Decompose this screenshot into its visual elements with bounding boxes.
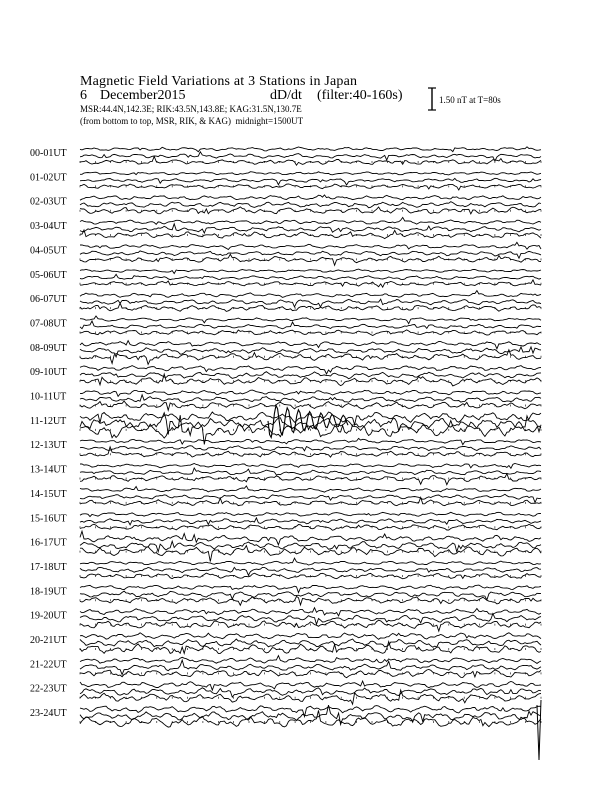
hour-label: 23-24UT bbox=[30, 708, 67, 720]
hour-label: 14-15UT bbox=[30, 488, 67, 500]
hour-label: 11-12UT bbox=[30, 415, 67, 427]
trace-kag-08-09UT bbox=[80, 341, 541, 349]
trace-rik-16-17UT bbox=[80, 541, 541, 552]
trace-rik-17-18UT bbox=[80, 567, 541, 575]
trace-kag-21-22UT bbox=[80, 656, 541, 664]
trace-kag-16-17UT bbox=[80, 531, 541, 545]
hour-label: 06-07UT bbox=[30, 294, 67, 306]
trace-rik-15-16UT bbox=[80, 518, 541, 525]
hour-label: 10-11UT bbox=[30, 391, 67, 403]
scale-label: 1.50 nT at T=80s bbox=[439, 95, 501, 105]
hour-label: 07-08UT bbox=[30, 318, 67, 330]
month-year-label: December2015 bbox=[100, 88, 186, 103]
stations-label: MSR:44.4N,142.3E; RIK:43.5N,143.8E; KAG:31.5N,130.7E bbox=[80, 104, 302, 114]
hour-label: 05-06UT bbox=[30, 269, 67, 281]
trace-kag-05-06UT bbox=[80, 269, 541, 273]
hour-label: 22-23UT bbox=[30, 683, 67, 695]
hour-label: 15-16UT bbox=[30, 513, 67, 525]
filter-label: (filter:40-160s) bbox=[317, 88, 403, 103]
hour-label: 18-19UT bbox=[30, 586, 67, 598]
hour-label: 04-05UT bbox=[30, 245, 67, 257]
trace-kag-22-23UT bbox=[80, 681, 541, 690]
hour-label: 02-03UT bbox=[30, 196, 67, 208]
trace-rik-13-14UT bbox=[80, 468, 541, 475]
day-label: 6 bbox=[80, 88, 87, 103]
hour-label: 13-14UT bbox=[30, 464, 67, 476]
minute-ticks bbox=[80, 429, 541, 431]
trace-rik-18-19UT bbox=[80, 591, 541, 600]
hour-label: 20-21UT bbox=[30, 635, 67, 646]
trace-rik-20-21UT bbox=[80, 639, 541, 647]
trace-kag-07-08UT bbox=[80, 316, 541, 324]
trace-rik-00-01UT bbox=[80, 152, 541, 161]
minute-ticks bbox=[80, 697, 541, 699]
trace-kag-18-19UT bbox=[80, 585, 541, 593]
trace-kag-02-03UT bbox=[80, 195, 541, 200]
trace-rik-01-02UT bbox=[80, 178, 541, 185]
trace-rik-06-07UT bbox=[80, 299, 541, 307]
trace-kag-13-14UT bbox=[80, 464, 541, 469]
trace-rik-05-06UT bbox=[80, 274, 541, 279]
trace-msr-16-17UT bbox=[80, 546, 541, 562]
trace-rik-03-04UT bbox=[80, 224, 541, 233]
trace-kag-06-07UT bbox=[80, 291, 541, 298]
hour-label: 09-10UT bbox=[30, 367, 67, 379]
order-note-text: (from bottom to top, MSR, RIK, & KAG) bbox=[80, 116, 232, 126]
trace-msr-09-10UT bbox=[80, 374, 541, 386]
trace-rik-10-11UT bbox=[80, 395, 541, 403]
trace-kag-20-21UT bbox=[80, 633, 541, 640]
trace-kag-03-04UT bbox=[80, 217, 541, 224]
hour-label: 12-13UT bbox=[30, 440, 67, 452]
hour-label: 08-09UT bbox=[30, 342, 67, 354]
hour-label: 19-20UT bbox=[30, 610, 67, 622]
trace-kag-09-10UT bbox=[80, 366, 541, 374]
hour-label: 01-02UT bbox=[30, 172, 67, 184]
trace-kag-12-13UT bbox=[80, 438, 541, 444]
trace-msr-23-24UT bbox=[80, 710, 541, 727]
minute-ticks bbox=[80, 356, 541, 358]
minute-ticks bbox=[80, 453, 541, 455]
trace-end-spike bbox=[537, 700, 541, 760]
hour-label: 00-01UT bbox=[30, 148, 67, 159]
quantity-label: dD/dt bbox=[270, 88, 302, 103]
hour-label: 03-04UT bbox=[30, 221, 67, 233]
trace-rik-14-15UT bbox=[80, 494, 541, 502]
trace-kag-15-16UT bbox=[80, 512, 541, 516]
trace-kag-00-01UT bbox=[80, 147, 541, 152]
chart-title: Magnetic Field Variations at 3 Stations in Japan bbox=[80, 74, 358, 89]
trace-rik-08-09UT bbox=[80, 347, 541, 357]
minute-ticks bbox=[80, 551, 541, 553]
trace-kag-01-02UT bbox=[80, 172, 541, 175]
trace-kag-10-11UT bbox=[80, 390, 541, 396]
hour-label: 16-17UT bbox=[30, 537, 67, 549]
trace-spike-event bbox=[268, 405, 348, 437]
trace-rik-04-05UT bbox=[80, 251, 541, 258]
trace-kag-04-05UT bbox=[80, 242, 541, 249]
trace-rik-02-03UT bbox=[80, 202, 541, 208]
midnight-label: midnight=1500UT bbox=[235, 116, 304, 126]
trace-kag-19-20UT bbox=[80, 608, 541, 616]
minute-ticks bbox=[80, 258, 541, 260]
hour-label: 17-18UT bbox=[30, 561, 67, 573]
trace-kag-17-18UT bbox=[80, 558, 541, 565]
hour-label: 21-22UT bbox=[30, 659, 67, 671]
trace-kag-14-15UT bbox=[80, 486, 541, 492]
trace-rik-07-08UT bbox=[80, 321, 541, 329]
trace-rik-12-13UT bbox=[80, 446, 541, 451]
